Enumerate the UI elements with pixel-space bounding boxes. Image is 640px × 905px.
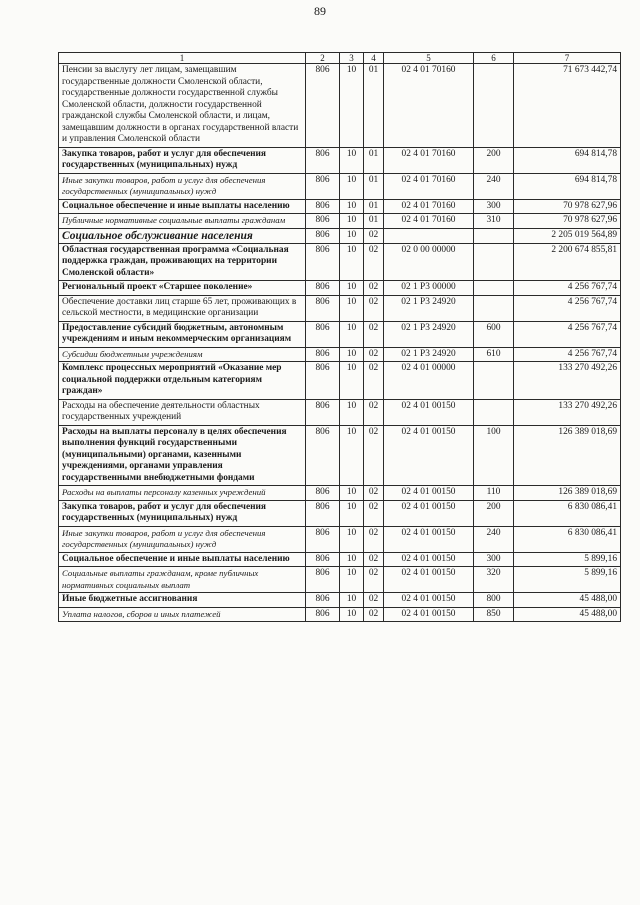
subsection-code-cell: 02 [364, 228, 384, 243]
subsection-code-cell: 02 [364, 486, 384, 501]
amount-cell: 133 270 492,26 [514, 362, 621, 400]
name-cell: Иные закупки товаров, работ и услуг для обеспечения государственных (муниципальных) нужд [59, 526, 306, 552]
amount-cell: 6 830 086,41 [514, 526, 621, 552]
target-article-cell: 02 1 P3 24920 [384, 321, 474, 347]
header-col-7: 7 [514, 53, 621, 64]
ministry-code-cell: 806 [306, 147, 340, 173]
amount-cell: 4 256 767,74 [514, 347, 621, 362]
ministry-code-cell: 806 [306, 552, 340, 567]
amount-cell: 5 899,16 [514, 567, 621, 593]
header-col-4: 4 [364, 53, 384, 64]
header-col-1: 1 [59, 53, 306, 64]
name-cell: Публичные нормативные социальные выплаты гражданам [59, 214, 306, 229]
amount-cell: 694 814,78 [514, 147, 621, 173]
expense-type-cell: 100 [474, 425, 514, 486]
header-col-2: 2 [306, 53, 340, 64]
table-row [59, 321, 621, 347]
target-article-cell: 02 1 P3 24920 [384, 347, 474, 362]
expense-type-cell: 610 [474, 347, 514, 362]
ministry-code-cell: 806 [306, 295, 340, 321]
table-row [59, 64, 621, 148]
name-cell: Предоставление субсидий бюджетным, автономным учреждениям и иным некоммерческим организациям [59, 321, 306, 347]
expense-type-cell [474, 281, 514, 296]
table-row [59, 199, 621, 214]
subsection-code-cell: 02 [364, 399, 384, 425]
table-row [59, 347, 621, 362]
ministry-code-cell: 806 [306, 321, 340, 347]
subsection-code-cell: 02 [364, 321, 384, 347]
name-cell: Комплекс процессных мероприятий «Оказание мер социальной поддержки отдельным категориям граждан» [59, 362, 306, 400]
ministry-code-cell: 806 [306, 593, 340, 608]
section-code-cell: 10 [340, 64, 364, 148]
subsection-code-cell: 02 [364, 425, 384, 486]
subsection-code-cell: 02 [364, 567, 384, 593]
expense-type-cell: 110 [474, 486, 514, 501]
amount-cell: 126 389 018,69 [514, 425, 621, 486]
target-article-cell: 02 4 01 00150 [384, 486, 474, 501]
target-article-cell [384, 228, 474, 243]
expense-type-cell [474, 64, 514, 148]
table-row [59, 214, 621, 229]
table-row [59, 243, 621, 281]
header-col-5: 5 [384, 53, 474, 64]
section-code-cell: 10 [340, 362, 364, 400]
target-article-cell: 02 4 01 00150 [384, 526, 474, 552]
amount-cell: 5 899,16 [514, 552, 621, 567]
table-row [59, 607, 621, 622]
subsection-code-cell: 02 [364, 281, 384, 296]
subsection-code-cell: 02 [364, 526, 384, 552]
section-code-cell: 10 [340, 199, 364, 214]
table-row [59, 399, 621, 425]
subsection-code-cell: 02 [364, 593, 384, 608]
ministry-code-cell: 806 [306, 347, 340, 362]
section-code-cell: 10 [340, 607, 364, 622]
target-article-cell: 02 4 01 00150 [384, 552, 474, 567]
amount-cell: 4 256 767,74 [514, 321, 621, 347]
amount-cell: 694 814,78 [514, 173, 621, 199]
budget-table [58, 52, 621, 622]
section-code-cell: 10 [340, 567, 364, 593]
amount-cell: 45 488,00 [514, 607, 621, 622]
ministry-code-cell: 806 [306, 228, 340, 243]
subsection-code-cell: 02 [364, 552, 384, 567]
expense-type-cell: 800 [474, 593, 514, 608]
expense-type-cell: 300 [474, 552, 514, 567]
table-row [59, 486, 621, 501]
name-cell: Субсидии бюджетным учреждениям [59, 347, 306, 362]
ministry-code-cell: 806 [306, 243, 340, 281]
ministry-code-cell: 806 [306, 486, 340, 501]
ministry-code-cell: 806 [306, 173, 340, 199]
section-code-cell: 10 [340, 593, 364, 608]
target-article-cell: 02 4 01 00150 [384, 567, 474, 593]
section-code-cell: 10 [340, 500, 364, 526]
target-article-cell: 02 1 P3 00000 [384, 281, 474, 296]
name-cell: Закупка товаров, работ и услуг для обеспечения государственных (муниципальных) нужд [59, 500, 306, 526]
name-cell: Региональный проект «Старшее поколение» [59, 281, 306, 296]
section-code-cell: 10 [340, 243, 364, 281]
section-code-cell: 10 [340, 321, 364, 347]
amount-cell: 71 673 442,74 [514, 64, 621, 148]
expense-type-cell: 850 [474, 607, 514, 622]
section-code-cell: 10 [340, 295, 364, 321]
page-number: 89 [314, 4, 326, 18]
target-article-cell: 02 4 01 00150 [384, 399, 474, 425]
subsection-code-cell: 01 [364, 64, 384, 148]
ministry-code-cell: 806 [306, 607, 340, 622]
target-article-cell: 02 4 01 70160 [384, 173, 474, 199]
target-article-cell: 02 4 01 00150 [384, 500, 474, 526]
ministry-code-cell: 806 [306, 214, 340, 229]
subsection-code-cell: 01 [364, 173, 384, 199]
name-cell: Расходы на выплаты персоналу в целях обеспечения выполнения функций государственными (муниципальными) органами, казенными учреждениями, органами управления государственными внебюджетными фондами [59, 425, 306, 486]
subsection-code-cell: 02 [364, 362, 384, 400]
name-cell: Обеспечение доставки лиц старше 65 лет, проживающих в сельской местности, в медицинские организации [59, 295, 306, 321]
expense-type-cell: 200 [474, 147, 514, 173]
amount-cell: 45 488,00 [514, 593, 621, 608]
expense-type-cell [474, 228, 514, 243]
name-cell: Иные бюджетные ассигнования [59, 593, 306, 608]
section-code-cell: 10 [340, 281, 364, 296]
header-col-3: 3 [340, 53, 364, 64]
name-cell: Пенсии за выслугу лет лицам, замещавшим государственные должности Смоленской области, государственные должности государственной службы Смоленской области, должности государственной гражданской службы Смоленской области, и лицам, замещавшим должности в органах государственной власти и управления Смоленской области [59, 64, 306, 148]
subsection-code-cell: 02 [364, 500, 384, 526]
subsection-code-cell: 01 [364, 199, 384, 214]
ministry-code-cell: 806 [306, 199, 340, 214]
target-article-cell: 02 4 01 00150 [384, 607, 474, 622]
expense-type-cell: 240 [474, 173, 514, 199]
subsection-code-cell: 02 [364, 347, 384, 362]
section-code-cell: 10 [340, 173, 364, 199]
name-cell: Социальные выплаты гражданам, кроме публичных нормативных социальных выплат [59, 567, 306, 593]
amount-cell: 4 256 767,74 [514, 281, 621, 296]
expense-type-cell [474, 362, 514, 400]
table-row [59, 552, 621, 567]
name-cell: Социальное обеспечение и иные выплаты населению [59, 199, 306, 214]
table-row [59, 295, 621, 321]
expense-type-cell: 320 [474, 567, 514, 593]
name-cell: Областная государственная программа «Социальная поддержка граждан, проживающих на территории Смоленской области» [59, 243, 306, 281]
subsection-code-cell: 02 [364, 607, 384, 622]
ministry-code-cell: 806 [306, 526, 340, 552]
amount-cell: 126 389 018,69 [514, 486, 621, 501]
ministry-code-cell: 806 [306, 362, 340, 400]
section-code-cell: 10 [340, 214, 364, 229]
table-row [59, 228, 621, 243]
name-cell: Социальное обслуживание населения [59, 228, 306, 243]
expense-type-cell [474, 295, 514, 321]
section-code-cell: 10 [340, 526, 364, 552]
expense-type-cell [474, 399, 514, 425]
ministry-code-cell: 806 [306, 425, 340, 486]
name-cell: Расходы на выплаты персоналу казенных учреждений [59, 486, 306, 501]
expense-type-cell: 300 [474, 199, 514, 214]
target-article-cell: 02 4 01 00150 [384, 425, 474, 486]
subsection-code-cell: 01 [364, 147, 384, 173]
ministry-code-cell: 806 [306, 64, 340, 148]
amount-cell: 2 205 019 564,89 [514, 228, 621, 243]
target-article-cell: 02 4 01 70160 [384, 214, 474, 229]
target-article-cell: 02 1 P3 24920 [384, 295, 474, 321]
expense-type-cell: 310 [474, 214, 514, 229]
name-cell: Иные закупки товаров, работ и услуг для обеспечения государственных (муниципальных) нужд [59, 173, 306, 199]
section-code-cell: 10 [340, 147, 364, 173]
target-article-cell: 02 4 01 00000 [384, 362, 474, 400]
header-row [59, 53, 621, 64]
amount-cell: 6 830 086,41 [514, 500, 621, 526]
subsection-code-cell: 02 [364, 295, 384, 321]
target-article-cell: 02 0 00 00000 [384, 243, 474, 281]
target-article-cell: 02 4 01 70160 [384, 64, 474, 148]
section-code-cell: 10 [340, 228, 364, 243]
table-row [59, 173, 621, 199]
amount-cell: 70 978 627,96 [514, 199, 621, 214]
table-row [59, 425, 621, 486]
table-row [59, 526, 621, 552]
name-cell: Расходы на обеспечение деятельности областных государственных учреждений [59, 399, 306, 425]
target-article-cell: 02 4 01 70160 [384, 147, 474, 173]
table-row [59, 147, 621, 173]
subsection-code-cell: 02 [364, 243, 384, 281]
ministry-code-cell: 806 [306, 500, 340, 526]
expense-type-cell [474, 243, 514, 281]
name-cell: Уплата налогов, сборов и иных платежей [59, 607, 306, 622]
section-code-cell: 10 [340, 399, 364, 425]
section-code-cell: 10 [340, 552, 364, 567]
expense-type-cell: 600 [474, 321, 514, 347]
target-article-cell: 02 4 01 70160 [384, 199, 474, 214]
target-article-cell: 02 4 01 00150 [384, 593, 474, 608]
section-code-cell: 10 [340, 347, 364, 362]
table-row [59, 281, 621, 296]
header-col-6: 6 [474, 53, 514, 64]
section-code-cell: 10 [340, 425, 364, 486]
subsection-code-cell: 01 [364, 214, 384, 229]
ministry-code-cell: 806 [306, 567, 340, 593]
name-cell: Закупка товаров, работ и услуг для обеспечения государственных (муниципальных) нужд [59, 147, 306, 173]
expense-type-cell: 240 [474, 526, 514, 552]
ministry-code-cell: 806 [306, 399, 340, 425]
name-cell: Социальное обеспечение и иные выплаты населению [59, 552, 306, 567]
amount-cell: 4 256 767,74 [514, 295, 621, 321]
table-row [59, 500, 621, 526]
expense-type-cell: 200 [474, 500, 514, 526]
section-code-cell: 10 [340, 486, 364, 501]
table-row [59, 567, 621, 593]
amount-cell: 2 200 674 855,81 [514, 243, 621, 281]
ministry-code-cell: 806 [306, 281, 340, 296]
table-row [59, 362, 621, 400]
table-row [59, 593, 621, 608]
amount-cell: 133 270 492,26 [514, 399, 621, 425]
amount-cell: 70 978 627,96 [514, 214, 621, 229]
